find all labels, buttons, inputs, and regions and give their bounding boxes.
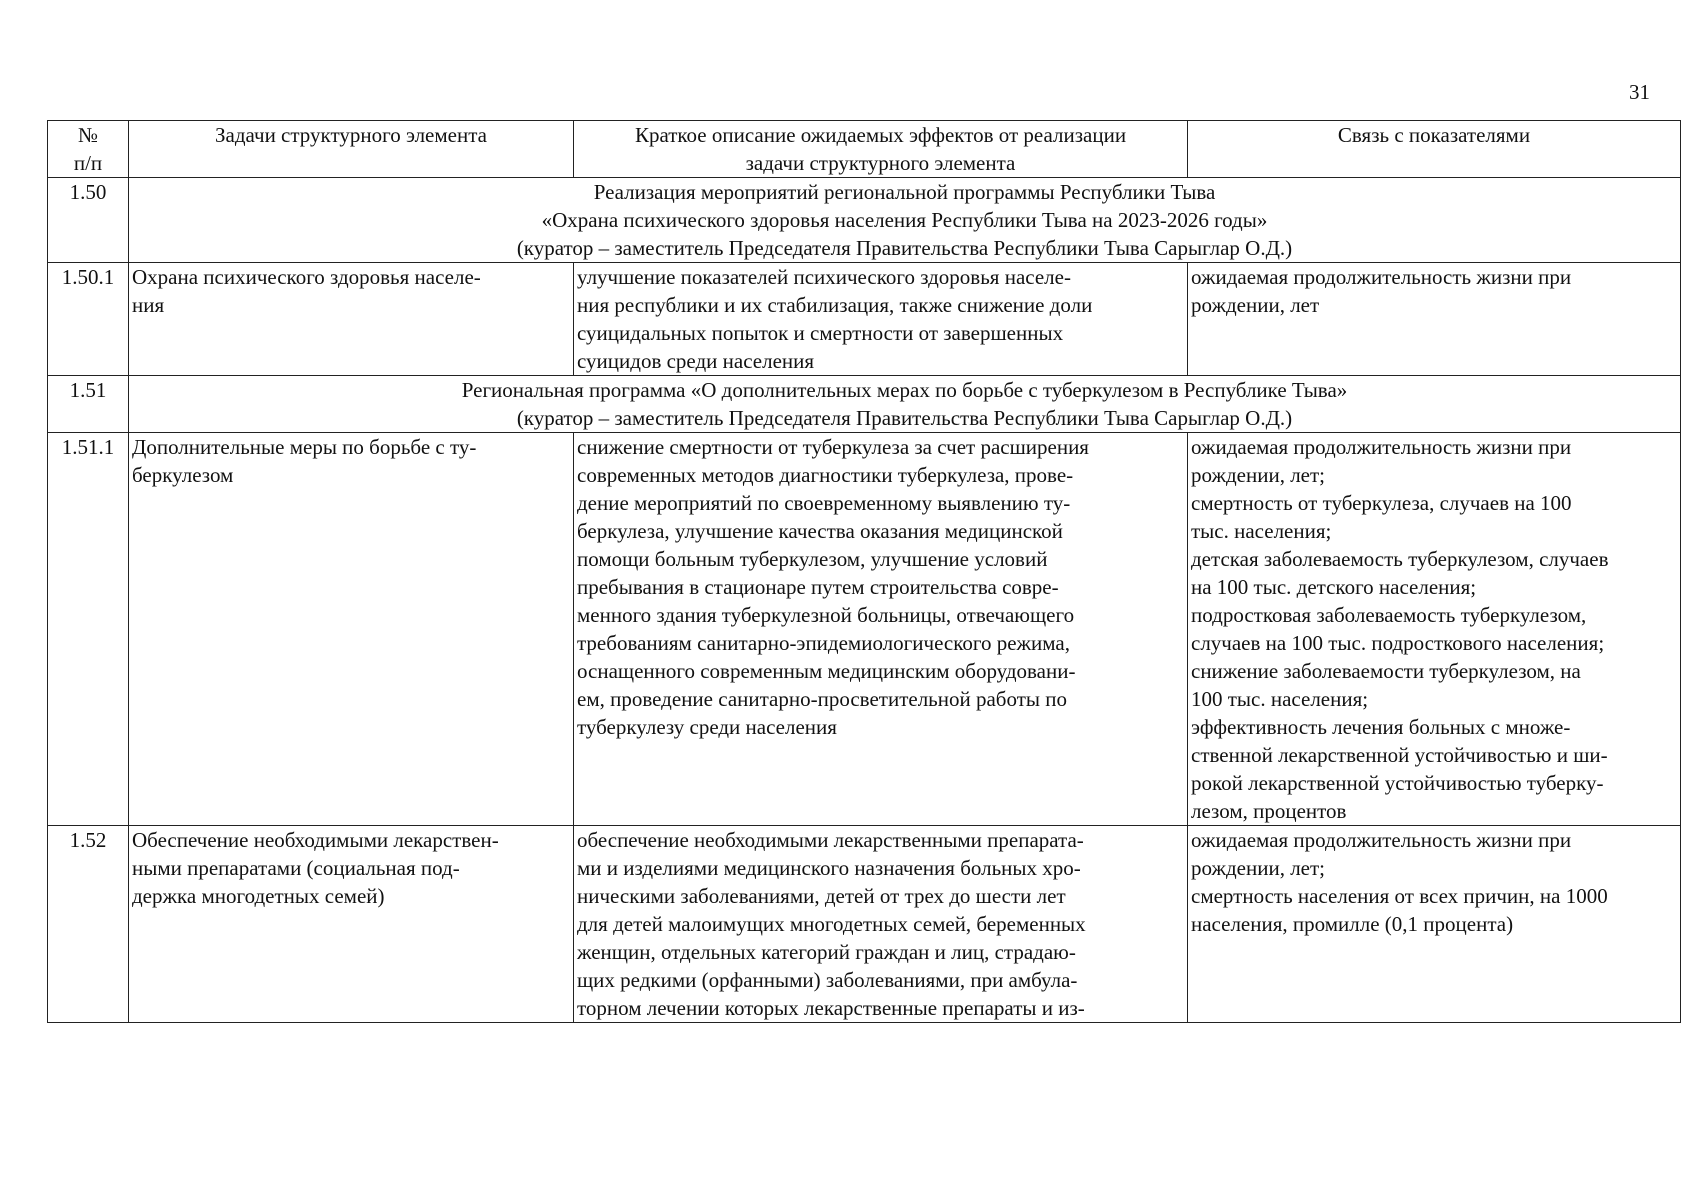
link-line: тыс. населения; <box>1191 519 1332 543</box>
section-title-line: «Охрана психического здоровья населения Республики Тыва на 2023-2026 годы» <box>541 208 1268 232</box>
task-line: беркулезом <box>132 463 234 487</box>
link-cell <box>1188 433 1681 826</box>
page-number: 31 <box>1629 80 1650 104</box>
link-cell <box>1188 263 1681 376</box>
effects-line: улучшение показателей психического здоровья населе- <box>577 265 1071 289</box>
effects-line: пребывания в стационаре путем строительства совре- <box>577 575 1059 599</box>
effects-line: торном лечении которых лекарственные препараты и из- <box>577 996 1085 1020</box>
task-line: Дополнительные меры по борьбе с ту- <box>132 435 477 459</box>
link-cell <box>1188 826 1681 1023</box>
section-title-line: Реализация мероприятий региональной программы Республики Тыва <box>593 180 1216 204</box>
section-title-line: (куратор – заместитель Председателя Правительства Республики Тыва Сарыглар О.Д.) <box>516 406 1293 430</box>
effects-line: требованиям санитарно-эпидемиологического режима, <box>577 631 1070 655</box>
link-line: на 100 тыс. детского населения; <box>1191 575 1477 599</box>
header-link-col <box>1188 121 1681 178</box>
section-row <box>48 178 1681 263</box>
link-line: лезом, процентов <box>1191 799 1347 823</box>
link-line: смертность населения от всех причин, на 1000 <box>1191 884 1608 908</box>
link-line: рождении, лет <box>1191 293 1320 317</box>
task-line: Охрана психического здоровья населе- <box>132 265 481 289</box>
effects-line: ем, проведение санитарно-просветительной работы по <box>577 687 1067 711</box>
row-number: 1.52 <box>48 826 129 1023</box>
effects-line: суицидов среди населения <box>577 349 815 373</box>
effects-line: для детей малоимущих многодетных семей, беременных <box>577 912 1086 936</box>
link-line: снижение заболеваемости туберкулезом, на <box>1191 659 1581 683</box>
effects-line: помощи больным туберкулезом, улучшение условий <box>577 547 1048 571</box>
row-number: 1.50.1 <box>48 263 129 376</box>
link-line: рождении, лет; <box>1191 463 1326 487</box>
link-line: населения, промилле (0,1 процента) <box>1191 912 1514 936</box>
table-row <box>48 433 1681 826</box>
effects-line: ния республики и их стабилизация, также снижение доли <box>577 293 1093 317</box>
link-line: подростковая заболеваемость туберкулезом, <box>1191 603 1587 627</box>
table-row <box>48 263 1681 376</box>
link-line: случаев на 100 тыс. подросткового населения; <box>1191 631 1605 655</box>
task-line: ния <box>132 293 165 317</box>
effects-cell <box>574 263 1188 376</box>
effects-line: ническими заболеваниями, детей от трех до шести лет <box>577 884 1066 908</box>
row-number: 1.50 <box>48 178 129 263</box>
link-line: ожидаемая продолжительность жизни при <box>1191 435 1572 459</box>
effects-line: дение мероприятий по своевременному выявлению ту- <box>577 491 1071 515</box>
effects-cell <box>574 826 1188 1023</box>
effects-line: современных методов диагностики туберкулеза, прове- <box>577 463 1074 487</box>
section-title <box>129 376 1681 433</box>
header-tasks-label: Задачи структурного элемента <box>215 123 487 147</box>
section-title-line: (куратор – заместитель Председателя Правительства Республики Тыва Сарыглар О.Д.) <box>516 236 1293 260</box>
effects-line: менного здания туберкулезной больницы, отвечающего <box>577 603 1075 627</box>
header-number-line: п/п <box>73 151 103 175</box>
link-line: рокой лекарственной устойчивостью туберку- <box>1191 771 1604 795</box>
header-effects-line: Краткое описание ожидаемых эффектов от реализации <box>634 123 1127 147</box>
link-line: смертность от туберкулеза, случаев на 100 <box>1191 491 1572 515</box>
task-line: держка многодетных семей) <box>132 884 385 908</box>
indicators-table <box>47 120 1681 1023</box>
effects-line: женщин, отдельных категорий граждан и лиц, страдаю- <box>577 940 1076 964</box>
header-number-line: № <box>77 123 99 147</box>
row-number: 1.51 <box>48 376 129 433</box>
table-row <box>48 826 1681 1023</box>
section-row <box>48 376 1681 433</box>
task-line: ными препаратами (социальная под- <box>132 856 460 880</box>
link-line: ожидаемая продолжительность жизни при <box>1191 828 1572 852</box>
header-effects-col <box>574 121 1188 178</box>
header-tasks-col <box>129 121 574 178</box>
link-line: детская заболеваемость туберкулезом, случаев <box>1191 547 1609 571</box>
effects-line: оснащенного современным медицинским оборудовани- <box>577 659 1076 683</box>
section-title <box>129 178 1681 263</box>
link-line: ожидаемая продолжительность жизни при <box>1191 265 1572 289</box>
effects-line: суицидальных попыток и смертности от завершенных <box>577 321 1064 345</box>
effects-line: обеспечение необходимыми лекарственными препарата- <box>577 828 1084 852</box>
link-line: ственной лекарственной устойчивостью и ши- <box>1191 743 1608 767</box>
header-number-col <box>48 121 129 178</box>
section-title-line: Региональная программа «О дополнительных мерах по борьбе с туберкулезом в Республике Тыва» <box>461 378 1348 402</box>
header-link-label: Связь с показателями <box>1337 123 1531 147</box>
header-effects-line: задачи структурного элемента <box>745 151 1016 175</box>
effects-line: снижение смертности от туберкулеза за счет расширения <box>577 435 1089 459</box>
effects-line: ми и изделиями медицинского назначения больных хро- <box>577 856 1081 880</box>
table-header-row <box>48 121 1681 178</box>
link-line: рождении, лет; <box>1191 856 1326 880</box>
task-cell <box>129 826 574 1023</box>
task-line: Обеспечение необходимыми лекарствен- <box>132 828 499 852</box>
link-line: эффективность лечения больных с множе- <box>1191 715 1571 739</box>
effects-line: туберкулезу среди населения <box>577 715 837 739</box>
link-line: 100 тыс. населения; <box>1191 687 1369 711</box>
effects-line: беркулеза, улучшение качества оказания медицинской <box>577 519 1063 543</box>
task-cell <box>129 263 574 376</box>
row-number: 1.51.1 <box>48 433 129 826</box>
effects-cell <box>574 433 1188 826</box>
task-cell <box>129 433 574 826</box>
effects-line: щих редкими (орфанными) заболеваниями, при амбула- <box>577 968 1078 992</box>
